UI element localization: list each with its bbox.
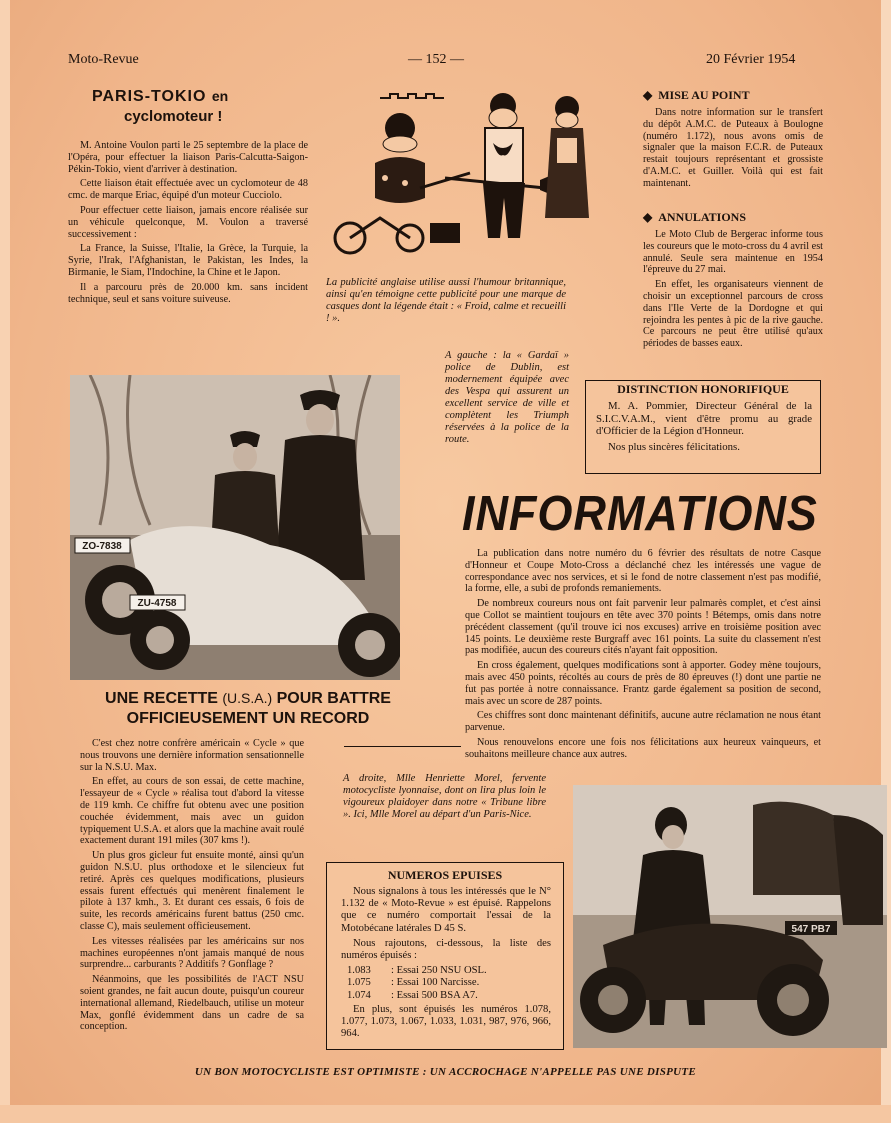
- numeros-epuises-box: [326, 862, 564, 1050]
- paris-tokio-title: [92, 88, 228, 106]
- annulations-heading: [643, 210, 746, 225]
- article-paragraph: Nous rajoutons, ci-dessous, la liste des numéros épuisés :: [341, 937, 551, 962]
- footer-motto: UN BON MOTOCYCLISTE EST OPTIMISTE : UN ACCROCHAGE N'APPELLE PAS UNE DISPUTE: [194, 1066, 697, 1078]
- diamond-bullet-icon: ◆: [643, 210, 653, 224]
- distinction-text: [596, 400, 812, 456]
- mise-au-point-heading: [643, 88, 750, 103]
- article-paragraph: Un plus gros gicleur fut ensuite monté, ainsi qu'un guidon N.S.U. plus orthodoxe et le silencieux fut retiré. Après ces quelques modifications, plusieurs essais furent effectués qui menèrent finalement le pilote à 137 kmh., 3. Et durant ces essais, 6 fois de suite, les records américains furent battus (250 cmc. classe C), mais seulement officieusement.: [80, 850, 304, 932]
- article-paragraph: C'est chez notre confrère américain « Cycle » que nous trouvons une dernière information sensationnelle sur la N.S.U. Max.: [80, 738, 304, 773]
- helmet-advert-cartoon: [325, 88, 600, 268]
- distinction-box: [585, 380, 821, 474]
- article-paragraph: Le Moto Club de Bergerac informe tous les coureurs que le moto-cross du 4 avril est annulé. Seule sera maintenue en 1954 l'épreuve du 27 mai.: [643, 229, 823, 276]
- front-plate: ZO-7838: [82, 541, 122, 552]
- article-paragraph: En plus, sont épuisés les numéros 1.078, 1.077, 1.073, 1.067, 1.033, 1.031, 987, 976, 966, 964.: [341, 1003, 551, 1040]
- issue-number: 1.074: [347, 989, 371, 1001]
- article-paragraph: La France, la Suisse, l'Italie, la Grèce, la Turquie, la Syrie, l'Irak, l'Afghanistan, le Pakistan, les Indes, la Birmanie, le Siam, l'Indochine, la Chine et le Japon.: [68, 243, 308, 278]
- dublin-police-photo: [70, 375, 400, 680]
- article-paragraph: M. Antoine Voulon parti le 25 septembre de la place de l'Opéra, pour effectuer la liaison Paris-Calcutta-Saigon-Pékin-Tokio, vient d'arriver à destination.: [68, 140, 308, 175]
- issue-description: : Essai 500 BSA A7.: [391, 989, 478, 1001]
- numeros-list: [347, 965, 551, 1002]
- article-paragraph: Ces chiffres sont donc maintenant définitifs, aucune autre réclamation ne nous étant parvenue.: [465, 710, 821, 734]
- paris-tokio-subtitle: cyclomoteur !: [124, 108, 223, 125]
- police-scooter-illustration: [70, 375, 400, 680]
- cartoon-caption: La publicité anglaise utilise aussi l'humour britannique, ainsi qu'en témoigne cette publicité pour une marque de casques dont la légende était : « Froid, calme et recueilli ! ».: [326, 277, 566, 324]
- issue-date: 20 Février 1954: [706, 52, 796, 67]
- issue-description: : Essai 100 Narcisse.: [391, 977, 480, 989]
- page-number: — 152 —: [408, 52, 464, 67]
- article-paragraph: En cross également, quelques modifications sont à apporter. Godey mène toujours, mais avec 450 points, récoltés au cours de près de 80 épreuves (!) dont une partie ne fut pas portée à notre connaissance. Frantz garde également sa position de second, mais avec un score de 287 points.: [465, 660, 821, 707]
- henriette-morel-photo: [573, 785, 887, 1048]
- article-paragraph: La publication dans notre numéro du 6 février des résultats de notre Casque d'Honneur et Coupe Moto-Cross a déclanché chez les intéressés une vague de correspondance avec nos services, et si le fond de notre classement n'est pas modifié, la forme, elle, a subi de profonds remaniements.: [465, 548, 821, 595]
- recette-title-part3: POUR BATTRE: [276, 690, 391, 707]
- issue-description: : Essai 250 NSU OSL.: [391, 965, 487, 977]
- motorcycle-plate: 547 PB7: [791, 924, 831, 935]
- article-paragraph: En effet, au cours de son essai, de cette machine, l'essayeur de « Cycle » réalisa tout d'abord la vitesse de 119 kmh. Ce chiffre fut obtenu avec une position couchée évidemment, mais avec un guidon typiquement U.S.A. et alors que la machine avait roulé exactement durant 191 miles (307 kms !).: [80, 776, 304, 847]
- article-paragraph: Nos plus sincères félicitations.: [608, 440, 740, 453]
- recette-article: [80, 738, 304, 1036]
- article-paragraph: De nombreux coureurs nous ont fait parvenir leur palmarès complet, et c'est ainsi que Collot se maintient toujours en tête avec 370 points ! Bétemps, omis dans notre précédent classement (qu'il trouve ici nos excuses) arrive en troisième position avec 145 points. Le deuxième reste Burgraff avec 161 points. La suite du classement n'est pas modifiée, aucun des coureurs cités n'ayant fait opposition.: [465, 598, 821, 657]
- list-item: [347, 965, 551, 977]
- article-paragraph: M. A. Pommier, Directeur Général de la S.I.C.V.A.M., vient d'être promu au grade d'Officier de la Légion d'Honneur.: [596, 400, 812, 437]
- distinction-title: DISTINCTION HONORIFIQUE: [617, 382, 789, 396]
- issue-number: 1.083: [347, 965, 371, 977]
- article-paragraph: Pour effectuer cette liaison, jamais encore réalisée sur un véhicule quelconque, M. Voulon a traversé successivement :: [68, 204, 308, 240]
- section-divider: [344, 746, 461, 747]
- numeros-text: [341, 886, 551, 1043]
- police-photo-caption: A gauche : la « Gardaï » police de Dublin, est modernement équipée avec des Vespa qui assurent un excellent service de ville et complètent les Triumph réservées à la police de la route.: [445, 350, 569, 445]
- page-edge-left: [0, 0, 10, 1123]
- recette-title-part2: (U.S.A.): [222, 690, 273, 706]
- article-paragraph: Dans notre information sur le transfert du dépôt A.M.C. de Puteaux à Boulogne (numéro 1.172), nous avons omis de signaler que la maison F.C.R. de Puteaux restait toujours représentant et grossiste d'A.M.C. et Guiller. Voilà qui est fait maintenant.: [643, 107, 823, 189]
- article-paragraph: Néanmoins, que les possibilités de l'ACT NSU soient grandes, ne fait aucun doute, puisqu'un coureur international allemand, Riedelbauch, utilise un moteur Max, gonflé évidemment dans un cadre de sa conception.: [80, 974, 304, 1033]
- paris-tokio-title-suffix: en: [211, 88, 229, 104]
- paris-tokio-title-main: PARIS-TOKIO: [92, 88, 207, 105]
- issue-number: 1.075: [347, 977, 371, 989]
- informations-title: INFORMATIONS: [462, 487, 818, 541]
- article-paragraph: Cette liaison était effectuée avec un cyclomoteur de 48 cmc. de marque Eriac, équipé d'un moteur Cucciolo.: [68, 178, 308, 202]
- diamond-bullet-icon: ◆: [643, 88, 653, 102]
- article-paragraph: En effet, les organisateurs viennent de choisir un exceptionnel parcours de cross dans l'Ile Verte de la Dordogne et qui rejoindra les pentes à pic de la rive gauche. Ce parcours ne peut être utilisé qu'aux périodes de basses eaux.: [643, 279, 823, 350]
- mise-au-point-article: [643, 107, 823, 193]
- numeros-title: NUMEROS EPUISES: [387, 868, 503, 882]
- article-paragraph: Les vitesses réalisées par les américains sur nos machines européennes n'ont jamais manqué de nous surprendre... carburants ? Additifs ? Gonflage ?: [80, 935, 304, 971]
- recette-title-line2: OFFICIEUSEMENT UN RECORD: [126, 710, 370, 727]
- motorcyclist-illustration: [573, 785, 887, 1048]
- recette-title-part1: UNE RECETTE: [105, 690, 218, 707]
- article-paragraph: Nous signalons à tous les intéressés que le N° 1.132 de « Moto-Revue » est épuisé. Rappelons que ce numéro comportait l'essai de la Motobécane latérales D 45 S.: [341, 886, 551, 934]
- list-item: [347, 977, 551, 989]
- article-paragraph: Nous renouvelons encore une fois nos félicitations aux heureux vainqueurs, et souhaitons meilleure chance aux autres.: [465, 736, 821, 760]
- annulations-title: ANNULATIONS: [658, 210, 747, 224]
- mise-au-point-title: MISE AU POINT: [658, 88, 750, 102]
- list-item: [347, 990, 551, 1002]
- article-paragraph: Il a parcouru près de 20.000 km. sans incident technique, seul et sans voiture suiveuse.: [68, 281, 308, 305]
- paris-tokio-article: [68, 140, 308, 308]
- page-edge-bottom: [0, 1105, 891, 1123]
- annulations-article: [643, 229, 823, 353]
- magazine-name: Moto-Revue: [68, 52, 139, 67]
- side-plate: ZU-4758: [137, 598, 177, 609]
- morel-photo-caption: A droite, Mlle Henriette Morel, fervente motocycliste lyonnaise, dont on lira plus loin le vigoureux plaidoyer dans notre « Tribune libre ». Ici, Mlle Morel au départ d'un Paris-Nice.: [343, 773, 546, 820]
- informations-article: [465, 548, 821, 764]
- recette-title-line1: [68, 690, 428, 708]
